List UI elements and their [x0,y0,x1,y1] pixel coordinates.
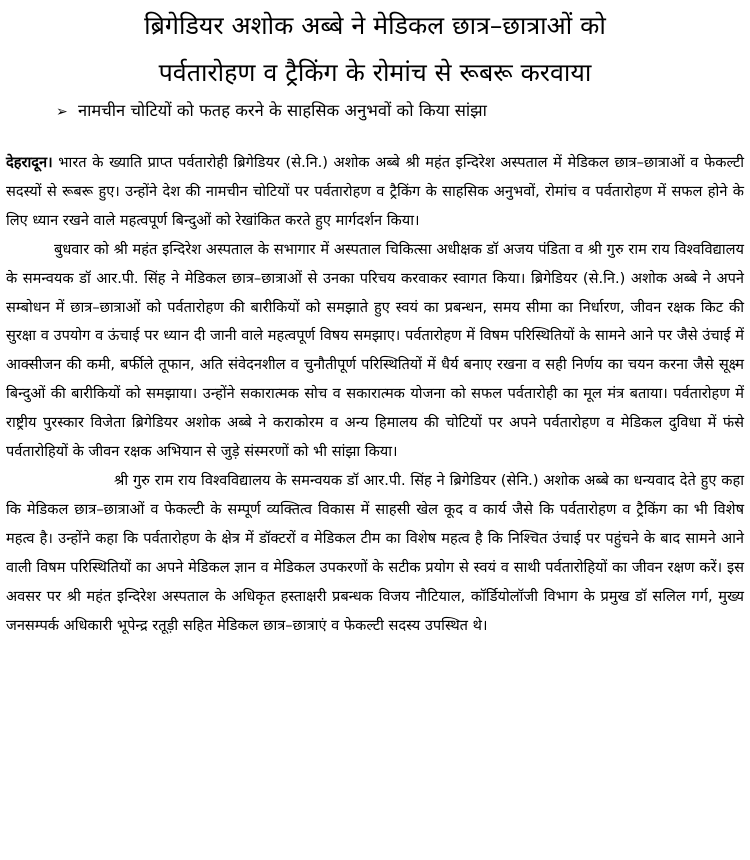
headline-line-2: पर्वतारोहण व ट्रैकिंग के रोमांच से रूबरू करवाया [158,58,592,87]
article-paragraph-3: श्री गुरु राम राय विश्वविद्यालय के समन्वयक डॉ आर.पी. सिंह ने ब्रिगेडियर (सेनि.) अशोक अब्बे का धन्यवाद देते हुए कहा कि मेडिकल छात्र–छात्राओं व फेकल्टी के सम्पूर्ण व्यक्तित्व विकास में साहसी खेल कूद व कार्य जैसे कि पर्वतारोहण व ट्रैकिंग का भी विशेष महत्व है। उन्होंने कहा कि पर्वतारोहण के क्षेत्र में डॉक्टरों व मेडिकल टीम का विशेष महत्व है कि निश्चित उंचाई पर पहुंचने के बाद सामने आने वाली विषम परिस्थितियों का अपने मेडिकल ज्ञान व मेडिकल उपकरणों के सटीक प्रयोग से स्वयं व साथी पर्वतारोहियों का जीवन रक्षण करें। इस अवसर पर श्री महंत इन्दिरेश अस्पताल के अधिकृत हस्ताक्षरी प्रबन्धक विजय नौटियाल, कॉर्डियोलॉजी विभाग के प्रमुख डॉ सलिल गर्ग, मुख्य जनसम्पर्क अधिकारी भूपेन्द्र रतूड़ी सहित मेडिकल छात्र–छात्राएं व फेकल्टी सदस्य उपस्थित थे। [6,471,745,634]
article-paragraph-2: बुधवार को श्री महंत इन्दिरेश अस्पताल के सभागार में अस्पताल चिकित्सा अधीक्षक डॉ अजय पंडिता व श्री गुरु राम राय विश्वविद्यालय के समन्वयक डॉ आर.पी. सिंह ने मेडिकल छात्र–छात्राओं से उनका परिचय करवाकर स्वागत किया। ब्रिगेडियर (से.नि.) अशोक अब्बे ने अपने सम्बोधन में छात्र–छात्राओं को पर्वतारोहण की बारीकियों को समझाते हुए स्वयं का प्रबन्धन, समय सीमा का निर्धारण, जीवन रक्षक किट की सुरक्षा व उपयोग व ऊंचाई पर ध्यान दी जानी वाले महत्वपूर्ण विषय समझाए। पर्वतारोहण में विषम परिस्थितियों के सामने आने पर जैसे उंचाई में आक्सीजन की कमी, बर्फीले तूफान, अति संवेदनशील व चुनौतीपूर्ण परिस्थितियों में धैर्य बनाए रखना व सही निर्णय का चयन करना जैसे सूक्ष्म बिन्दुओं की बारीकियों को समझाया। उन्होंने सकारात्मक सोच व सकारात्मक योजना को सफल पर्वतारोही का मूल मंत्र बताया। पर्वतारोहण में राष्ट्रीय पुरस्कार विजेता ब्रिगेडियर अशोक अब्बे ने कराकोरम व अन्य हिमालय की चोटियों पर अपने पर्वतारोहण व मेडिकल दुविधा में फंसे पर्वतारोहियों के जीवन रक्षक अभियान से जुड़े संस्मरणों को भी सांझा किया। [6,240,744,461]
article-body [6,149,744,640]
subheadline-text: नामचीन चोटियों को फतह करने के साहसिक अनुभवों को किया सांझा [78,101,487,120]
paragraph-1-text: भारत के ख्याति प्राप्त पर्वतारोही ब्रिगेडियर (से.नि.) अशोक अब्बे श्री महंत इन्दिरेश अस्पताल में मेडिकल छात्र–छात्राओं व फेकल्टी सदस्यों से रूबरू हुए। उन्होंने देश की नामचीन चोटियों पर पर्वतारोहण व ट्रैकिंग के साहसिक अनुभवों, रोमांच व पर्वतारोहण में सफल होने के लिए ध्यान रखने वाले महत्वपूर्ण बिन्दुओं को रेखांकित करते हुए मार्गदर्शन किया। [6,154,744,229]
article-paragraph-1 [6,149,744,236]
headline [6,0,744,96]
dateline: देहरादून। [6,154,53,171]
subheadline [6,96,744,127]
headline-line-1: ब्रिगेडियर अशोक अब्बे ने मेडिकल छात्र–छात्राओं को [144,11,606,40]
arrow-bullet-icon: ➢ [56,104,68,120]
